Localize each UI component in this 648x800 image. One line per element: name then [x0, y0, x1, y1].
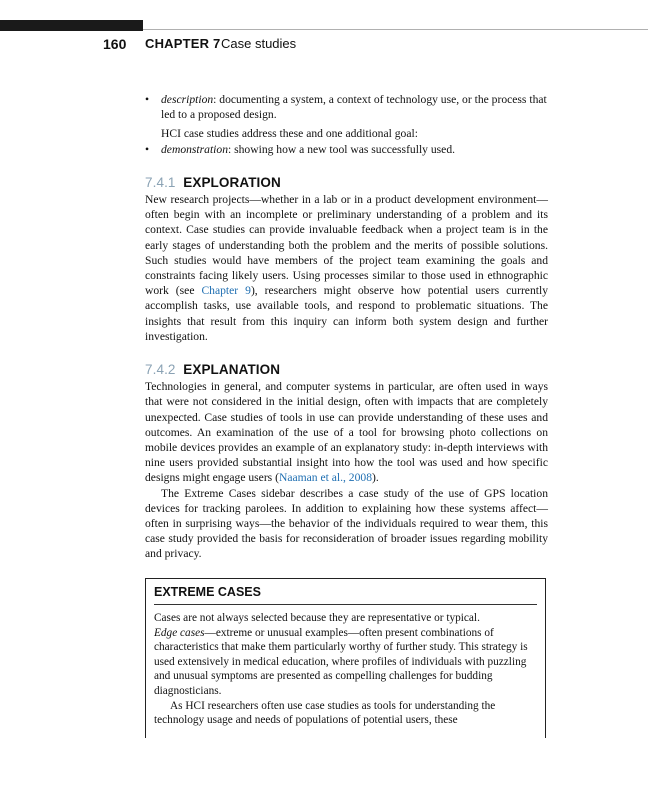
goal-bullet-list [145, 92, 548, 157]
chapter-title: Case studies [221, 36, 297, 51]
paragraph-text: Technologies in general, and computer systems in particular, are often used in ways that were not considered in the initial design, often with impacts that are completely unexpected. Case studies of tools in use can provide understanding of these uses and outcomes. An examination of the use of a tool for browsing photo collections on mobile devices provides an example of an explanatory study: in-depth interviews with nine users provided substantial insight into how the tool was used and how specific designs might engage users ( [145, 380, 548, 485]
chapter-9-link[interactable]: Chapter 9 [201, 284, 251, 298]
header-bar [0, 20, 143, 31]
sidebar-paragraph: As HCI researchers often use case studies as tools for understanding the technology usage and needs of populations of potential users, these [154, 699, 496, 727]
sidebar-paragraph [154, 626, 537, 699]
section-heading-explanation [145, 362, 548, 377]
sidebar-paragraph: Cases are not always selected because they are representative or typical. [154, 612, 480, 624]
paragraph-exploration [145, 192, 548, 344]
sidebar-extreme-cases [145, 578, 546, 738]
sidebar-body [154, 611, 537, 728]
chapter-label: CHAPTER 7 [145, 36, 221, 51]
main-content [145, 92, 548, 562]
bullet-term: description [161, 93, 214, 106]
bullet-demonstration [145, 142, 548, 157]
sidebar-text: —extreme or unusual examples—often present combinations of characteristics that make them particularly worthy of further study. This strategy is used extensively in medical education, where profiles of individuals with puzzling and unusual symptoms are presented as compelling challenges for budding diagnosticians. [154, 626, 528, 697]
paragraph-explanation-1 [145, 379, 548, 485]
section-heading-exploration [145, 175, 548, 190]
sidebar-term: Edge cases [154, 626, 205, 639]
section-title: EXPLANATION [183, 362, 281, 378]
citation-link[interactable]: Naaman et al., 2008 [278, 471, 372, 485]
section-title: EXPLORATION [183, 174, 281, 190]
page-number: 160 [103, 36, 127, 52]
header-rule [143, 29, 648, 30]
paragraph-text: ), researchers might observe how potential users currently accomplish tasks, use available tools, and respond to problematic situations. The insights that result from this inquiry can inform both system design and further investigation. [145, 284, 548, 343]
goal-line: HCI case studies address these and one additional goal: [161, 127, 418, 141]
sidebar-title: EXTREME CASES [154, 585, 537, 605]
paragraph-explanation-2: The Extreme Cases sidebar describes a case study of the use of GPS location devices for tracking parolees. In addition to explaining how these systems affect—often in surprising ways—the behavior of the individuals required to wear them, this case study provided the basis for reconsideration of broader issues regarding mobility and privacy. [145, 486, 548, 561]
bullet-text: : documenting a system, a context of technology use, or the process that led to a proposed design. [161, 93, 547, 122]
paragraph-text: New research projects—whether in a lab or in a product development environment—often begin with an incomplete or preliminary understanding of a problem and its context. Case studies can provide invaluable feedback when a project team is in the early stages of understanding both the problem and the merits of possible solutions. Such studies would have members of the project team examining the goals and constraints facing likely users. Using processes similar to those used in ethnographic work (see [145, 193, 548, 298]
section-number: 7.4.2 [145, 362, 176, 378]
bullet-term: demonstration [161, 142, 228, 156]
bullet-description [145, 92, 548, 122]
section-number: 7.4.1 [145, 174, 176, 190]
paragraph-text: ). [372, 471, 379, 485]
bullet-text: : showing how a new tool was successfully used. [228, 142, 456, 156]
